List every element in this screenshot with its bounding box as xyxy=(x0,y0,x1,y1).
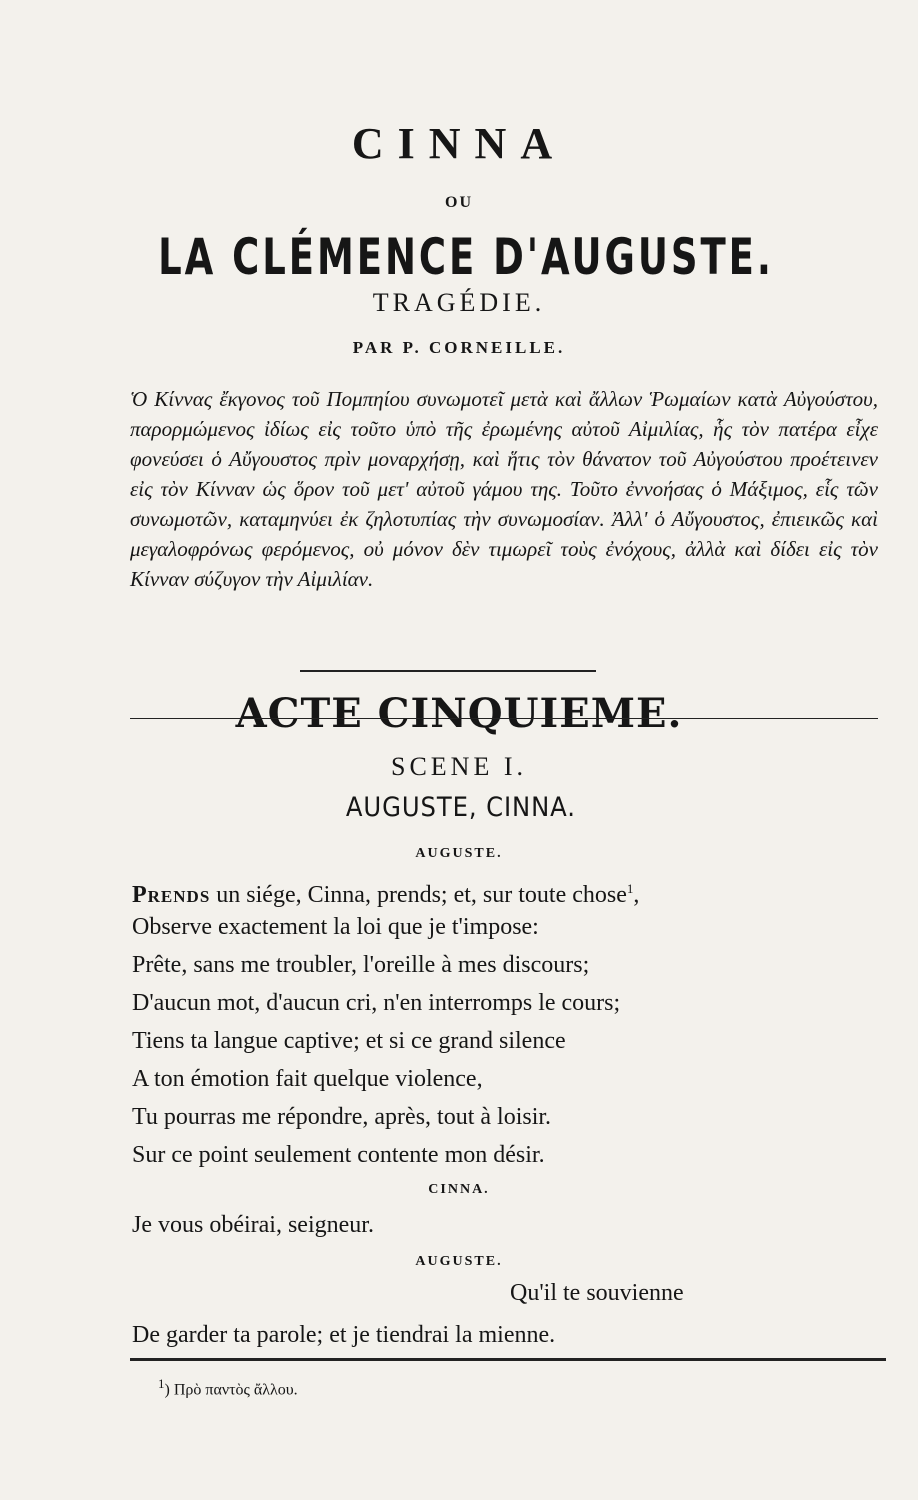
verse-line: Prends un siége, Cinna, prends; et, sur toute chose$^1$, xyxy=(132,881,640,908)
verse-line: De garder ta parole; et je tiendrai la mienne. xyxy=(132,1322,556,1348)
verse-line: D'aucun mot, d'aucun cri, n'en interromps le cours; xyxy=(132,990,621,1016)
play-title: CINNA xyxy=(351,119,567,168)
verse-line: A ton émotion fait quelque violence, xyxy=(132,1066,483,1092)
verse-line: Je vous obéirai, seigneur. xyxy=(132,1212,374,1238)
greek-argument: Ὁ Κίννας ἔκγονος τοῦ Πομπηίου συνωμοτεῖ μετὰ καὶ ἄλλων Ῥωμαίων κατὰ Αὐγούστου, παρορμώμενος ἰδίως εἰς τοῦτο ὑπὸ τῆς ἐρωμένης αὐτοῦ Αἰμιλίας, ἧς τὸν πατέρα εἶχε φονεύσει ὁ Αὔγουστος πρὶν μοναρχήσῃ, καὶ ἥτις τὸν θάνατον τοῦ Αὐγούστου προέτεινεν εἰς τὸν Κίνναν ὡς ὅρον τοῦ μετ' αὐτοῦ γάμου της. Τοῦτο ἐννοήσας ὁ Μάξιμος, εἷς τῶν συνωμοτῶν, καταμηνύει ἐκ ζηλοτυπίας τὴν συνωμοσίαν. Ἀλλ' ὁ Αὔγουστος, ἐπιεικῶς καὶ μεγαλοφρόνως φερόμενος, οὐ μόνον δὲν τιμωρεῖ τοὺς ἐνόχους, ἀλλὰ καὶ δίδει εἰς τὸν Κίνναν σύζυγον τὴν Αἰμιλίαν. xyxy=(130,387,878,591)
verse-line: Sur ce point seulement contente mon désir. xyxy=(132,1142,545,1168)
footnote-mark: 1 xyxy=(158,1376,165,1391)
speaker-auguste: AUGUSTE. xyxy=(415,846,503,861)
title-connector: OU xyxy=(445,194,473,211)
author-line: PAR P. CORNEILLE. xyxy=(352,338,566,357)
verse-line: Tu pourras me répondre, après, tout à loisir. xyxy=(132,1104,552,1130)
footnote xyxy=(158,1376,298,1399)
verse-line: Observe exactement la loi que je t'impose: xyxy=(132,914,539,940)
divider-short xyxy=(300,670,596,672)
scene-heading: SCENE I. xyxy=(391,752,527,781)
verse-line: Qu'il te souvienne xyxy=(510,1280,684,1306)
verse-first-rest: un siége, Cinna, prends; et, sur toute chose xyxy=(210,882,627,908)
verse-initial-word: Prends xyxy=(132,882,211,908)
footnote-divider xyxy=(130,1358,886,1361)
divider-long xyxy=(130,718,878,719)
verse-block xyxy=(132,870,639,1174)
footnote-text: ) Πρὸ παντὸς ἄλλου. xyxy=(164,1381,298,1399)
footnote-ref: 1 xyxy=(626,881,634,896)
scene-characters: AUGUSTE, CINNA. xyxy=(345,792,576,823)
verse-line: Tiens ta langue captive; et si ce grand silence xyxy=(132,1028,566,1054)
play-subtitle: LA CLÉMENCE D'AUGUSTE. xyxy=(158,228,774,286)
speaker-auguste: AUGUSTE. xyxy=(415,1254,503,1269)
verse-line: Prête, sans me troubler, l'oreille à mes discours; xyxy=(132,952,590,978)
act-heading: ACTE CINQUIEME. xyxy=(235,690,683,737)
genre-label: TRAGÉDIE. xyxy=(372,288,546,317)
speaker-cinna: CINNA. xyxy=(428,1182,490,1197)
